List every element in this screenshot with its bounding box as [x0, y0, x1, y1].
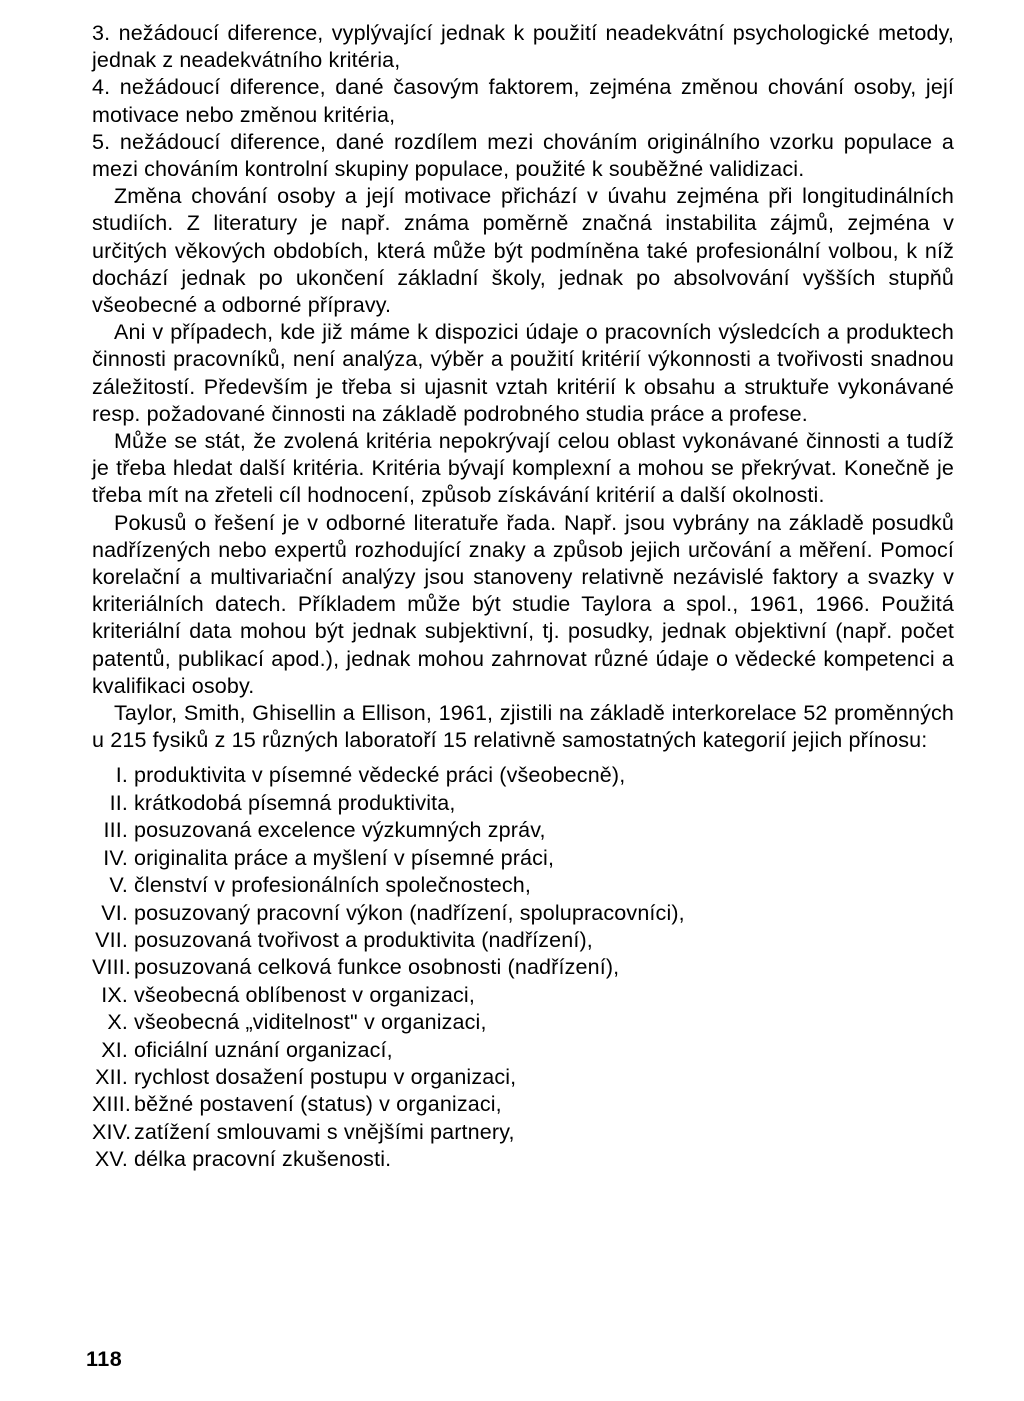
list-item-number: XII.	[95, 1064, 128, 1089]
list-item-text: posuzovaná excelence výzkumných zpráv,	[134, 818, 546, 843]
paragraph-criteria-analysis: Ani v případech, kde již máme k dispozici údaje o pracovních výsledcích a produktech činnosti pracovníků, není analýza, výběr a použití kritérií výkonnosti a tvořivosti snadnou záležitostí. Především je třeba si ujasnit vztah kritérií k obsahu a struktuře vykonávané resp. požadované činnosti na základě podrobného studia práce a profese.	[92, 320, 954, 426]
list-item-text: délka pracovní zkušenosti.	[134, 1147, 392, 1172]
list-item-number: XIV.	[92, 1119, 132, 1144]
list-item	[92, 1037, 954, 1064]
numbered-item-3: 3. nežádoucí diference, vyplývající jednak k použití neadekvátní psychologické metody, jednak z neadekvátního kritéria,	[92, 21, 954, 73]
list-item-number: VII.	[95, 927, 128, 952]
list-item-number: II.	[109, 790, 128, 815]
list-item	[92, 817, 954, 844]
list-item	[92, 845, 954, 872]
list-item-text: originalita práce a myšlení v písemné práci,	[134, 845, 555, 870]
list-item-number: IV.	[103, 845, 128, 870]
list-item-number: VIII.	[92, 955, 131, 980]
page-body	[92, 20, 954, 1174]
numbered-item-5: 5. nežádoucí diference, dané rozdílem mezi chováním originálního vzorku populace a mezi chováním kontrolní skupiny populace, použité k souběžné validizaci.	[92, 129, 954, 182]
list-item	[92, 790, 954, 817]
list-item-number: X.	[107, 1010, 128, 1035]
paragraph-behavior-change: Změna chování osoby a její motivace přichází v úvahu zejména při longitudinálních studiích. Z literatury je např. známa poměrně značná instabilita zájmů, zejména v určitých věkových obdobích, která může být podmíněna také profesionální volbou, k níž dochází jednak po ukončení základní školy, jednak po absolvování vyšších stupňů všeobecné a odborné přípravy.	[92, 184, 954, 318]
list-item-text: posuzovaný pracovní výkon (nadřízení, spolupracovníci),	[134, 900, 685, 925]
list-item-text: rychlost dosažení postupu v organizaci,	[134, 1064, 517, 1089]
list-item	[92, 1119, 954, 1146]
list-item-number: III.	[103, 818, 128, 843]
list-item	[92, 872, 954, 899]
paragraph-taylor-study: Taylor, Smith, Ghisellin a Ellison, 1961, zjistili na základě interkorelace 52 proměnných u 215 fysiků z 15 různých laboratoří 15 relativně samostatných kategorií jejich přínosu:	[92, 701, 954, 753]
page-number: 118	[86, 1347, 123, 1371]
paragraph-additional-criteria: Může se stát, že zvolená kritéria nepokrývají celou oblast vykonávané činnosti a tudíž je třeba hledat další kritéria. Kritéria bývají komplexní a mohou se překrývat. Konečně je třeba mít na zřeteli cíl hodnocení, způsob získávání kritérií a další okolnosti.	[92, 429, 954, 508]
list-item	[92, 1064, 954, 1091]
list-item	[92, 982, 954, 1009]
list-item	[92, 1009, 954, 1036]
list-item-text: běžné postavení (status) v organizaci,	[134, 1092, 502, 1117]
list-item-number: XIII.	[92, 1092, 131, 1117]
list-item	[92, 762, 954, 789]
list-item	[92, 1146, 954, 1173]
list-item	[92, 927, 954, 954]
list-item-number: VI.	[101, 900, 128, 925]
list-item-text: všeobecná oblíbenost v organizaci,	[134, 982, 475, 1007]
list-item-number: IX.	[101, 982, 128, 1007]
list-item-text: posuzovaná tvořivost a produktivita (nadřízení),	[134, 927, 593, 952]
numbered-item-4: 4. nežádoucí diference, dané časovým faktorem, zejména změnou chování osoby, její motivace nebo změnou kritéria,	[92, 75, 954, 127]
list-item	[92, 1091, 954, 1118]
list-item-text: krátkodobá písemná produktivita,	[134, 790, 456, 815]
paragraph-literature-solutions: Pokusů o řešení je v odborné literatuře řada. Např. jsou vybrány na základě posudků nadřízených nebo expertů rozhodující znaky a způsob jejich určování a měření. Pomocí korelační a multivariační analýzy jsou stanoveny relativně nezávislé faktory a svazky v kriteriálních datech. Příkladem může být studie Taylora a spol., 1961, 1966. Použitá kriteriální data mohou být jednak subjektivní, tj. posudky, jednak objektivní (např. počet patentů, publikací apod.), jednak mohou zahrnovat různé údaje o vědecké kompetenci a kvalifikaci osoby.	[92, 510, 954, 698]
list-item-text: zatížení smlouvami s vnějšími partnery,	[134, 1119, 515, 1144]
list-item-text: posuzovaná celková funkce osobnosti (nadřízení),	[134, 955, 620, 980]
list-item-text: oficiální uznání organizací,	[134, 1037, 393, 1062]
categories-list	[92, 762, 954, 1173]
list-item-number: I.	[115, 763, 128, 788]
list-item-number: XV.	[94, 1147, 128, 1172]
list-item	[92, 954, 954, 981]
list-item-text: všeobecná „viditelnost" v organizaci,	[134, 1010, 487, 1035]
list-item	[92, 900, 954, 927]
list-item-text: produktivita v písemné vědecké práci (všeobecně),	[134, 763, 626, 788]
list-item-number: V.	[109, 873, 128, 898]
list-item-number: XI.	[101, 1037, 128, 1062]
list-item-text: členství v profesionálních společnostech,	[134, 873, 531, 898]
